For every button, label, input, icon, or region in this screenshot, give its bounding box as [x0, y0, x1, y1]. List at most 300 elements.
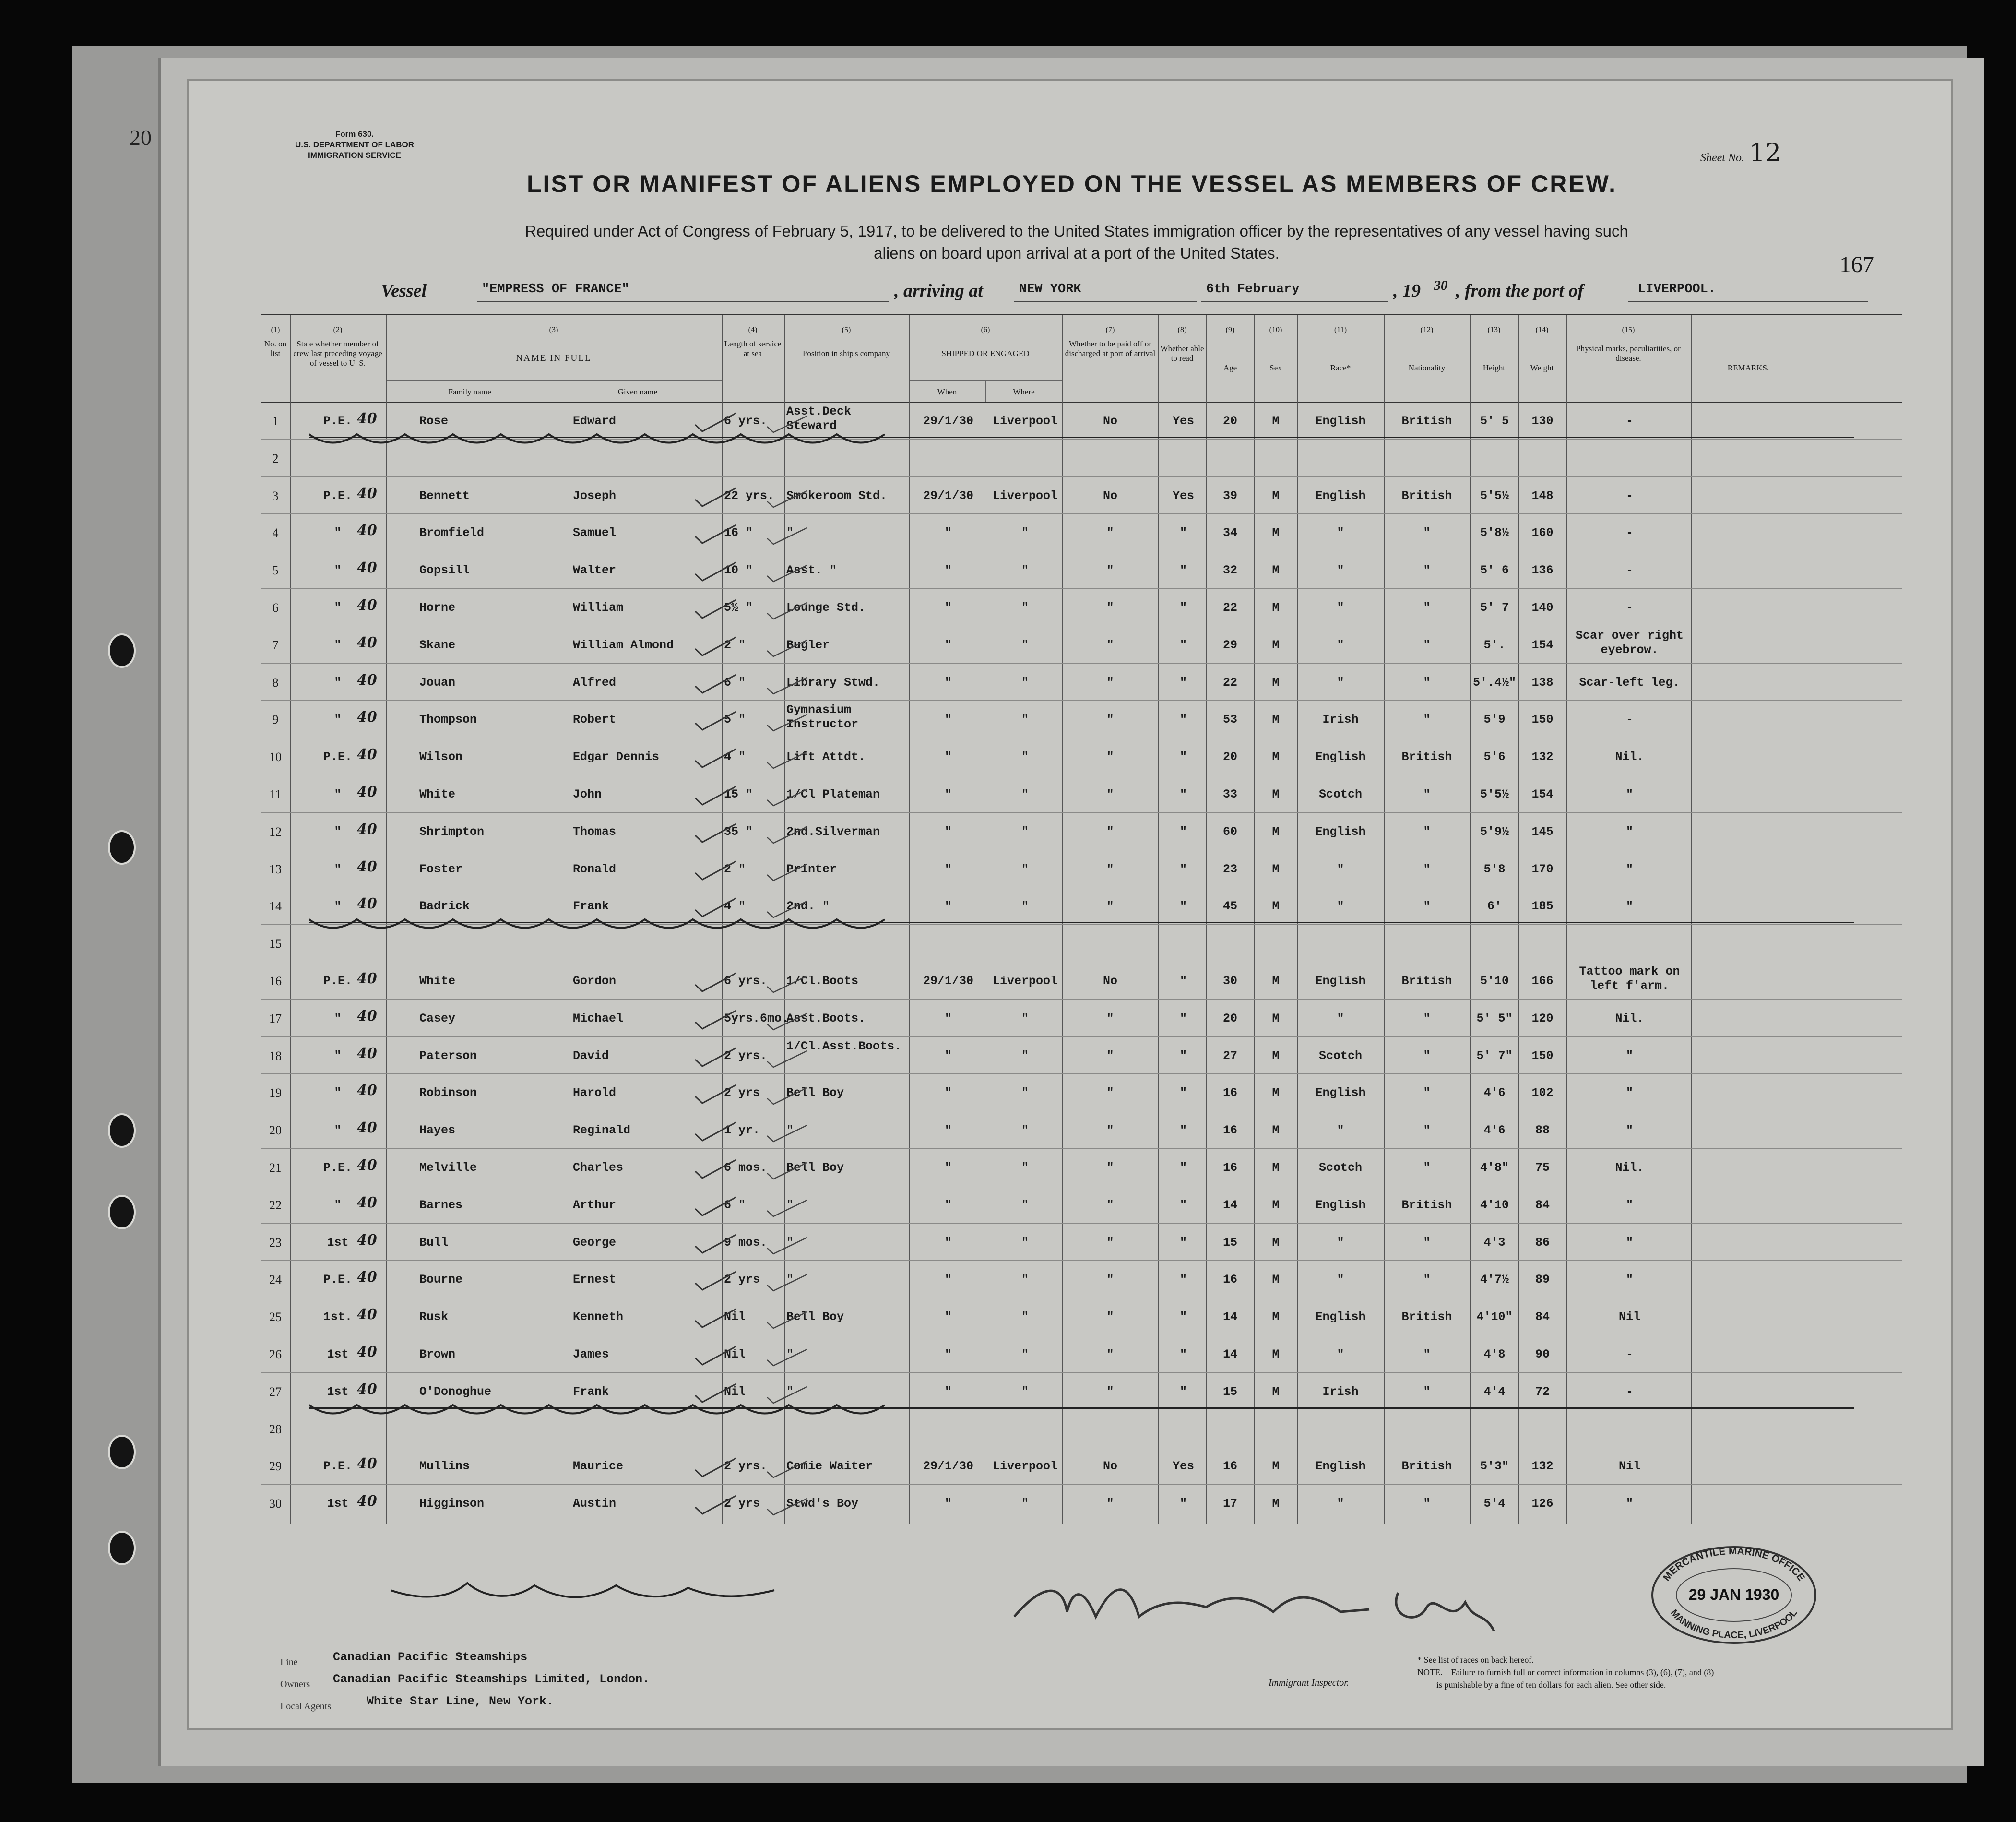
check-mark-icon	[693, 1046, 738, 1068]
cell-age: 16	[1222, 1086, 1237, 1100]
cell-pos: "	[786, 1347, 794, 1361]
cell-sex: M	[1272, 488, 1280, 503]
cell-fam: Higginson	[419, 1497, 485, 1511]
cell-no: 10	[269, 750, 282, 764]
table-row	[261, 1223, 1902, 1261]
page-subtitle	[357, 220, 1796, 264]
cell-fam: Gopsill	[419, 563, 470, 578]
handwritten-mark: 40	[357, 709, 377, 726]
cell-pos: Lounge Std.	[786, 601, 866, 615]
handwritten-mark: 40	[357, 746, 377, 763]
table-row	[261, 700, 1902, 738]
cell-nat: "	[1423, 1161, 1431, 1175]
cell-ht: 5'10	[1480, 974, 1509, 988]
cell-wt: 84	[1535, 1198, 1550, 1212]
cell-length: 5 "	[724, 713, 746, 727]
cell-pos: Bugler	[786, 638, 830, 652]
cell-pos: Lift Attdt.	[786, 750, 866, 764]
cell-sex: M	[1272, 1347, 1280, 1361]
cell-age: 20	[1222, 1011, 1237, 1025]
subtitle-line-2: aliens on board upon arrival at a port of the United States.	[874, 244, 1280, 262]
cell-age: 17	[1222, 1497, 1237, 1511]
cell-race: "	[1337, 1347, 1344, 1361]
bottom-scribble	[391, 1576, 822, 1605]
cell-paid: "	[1106, 1048, 1114, 1063]
cell-length: Nil	[724, 1384, 746, 1399]
check-mark-icon	[765, 487, 810, 509]
table-row	[261, 663, 1902, 701]
cell-ht: 5'3"	[1480, 1459, 1509, 1474]
cell-length: 9 mos.	[724, 1235, 768, 1250]
check-mark-icon	[765, 1159, 810, 1181]
punch-hole	[108, 633, 136, 668]
table-row	[261, 775, 1902, 813]
cell-no: 3	[272, 488, 279, 503]
cell-fam: Bennett	[419, 488, 470, 503]
cell-ht: 5' 7	[1480, 601, 1509, 615]
cell-race: Irish	[1322, 713, 1359, 727]
check-mark-icon	[693, 560, 738, 583]
note-fine: is punishable by a fine of ten dollars for each alien. See other side.	[1436, 1680, 1666, 1690]
cell-fam: O'Donoghue	[419, 1384, 492, 1399]
mercantile-marine-office-stamp	[1645, 1540, 1823, 1645]
margin-number: 20	[130, 125, 152, 150]
header-height: Height	[1482, 363, 1506, 372]
check-mark-icon	[693, 1494, 738, 1516]
check-mark-icon	[765, 524, 810, 546]
handwritten-mark: 40	[357, 1455, 377, 1473]
col-num-6: (6)	[981, 326, 990, 334]
handwritten-mark: 40	[357, 970, 377, 987]
table-row	[261, 1111, 1902, 1149]
cell-age: 14	[1222, 1310, 1237, 1324]
cell-paid: "	[1106, 1198, 1114, 1212]
cell-race: "	[1337, 1273, 1344, 1287]
cell-age: 15	[1222, 1235, 1237, 1250]
cell-pos: Library Stwd.	[786, 675, 880, 690]
inspector-signature	[1005, 1564, 1532, 1636]
cell-given: Joseph	[573, 488, 617, 503]
cell-nat: British	[1401, 488, 1452, 503]
cell-no: 29	[269, 1459, 282, 1474]
rule	[1014, 301, 1197, 302]
cell-length: 6 "	[724, 675, 746, 690]
cell-age: 39	[1222, 488, 1237, 503]
cell-nat: "	[1423, 638, 1431, 652]
header-when: When	[937, 387, 957, 396]
cell-race: English	[1315, 1459, 1366, 1474]
check-mark-icon	[765, 1308, 810, 1330]
cell-length: 4 "	[724, 750, 746, 764]
col-num-9: (9)	[1225, 326, 1235, 334]
cell-paid: "	[1106, 862, 1114, 876]
cell-length: 5½ "	[724, 601, 753, 615]
check-mark-icon	[693, 747, 738, 769]
cell-given: Alfred	[573, 675, 617, 690]
cell-state: "	[334, 824, 342, 839]
cell-no: 25	[269, 1310, 282, 1324]
cell-state: "	[334, 1123, 342, 1138]
cell-phys: "	[1625, 862, 1633, 876]
cell-no: 9	[272, 713, 279, 727]
cell-race: Scotch	[1318, 1048, 1362, 1063]
cell-pos: 1/Cl.Asst.Boots.	[786, 1039, 902, 1053]
cell-length: 6 "	[724, 1198, 746, 1212]
cell-when: "	[944, 526, 952, 540]
cell-pos: Stwd's Boy	[786, 1497, 859, 1511]
cell-when: "	[944, 1198, 952, 1212]
handwritten-mark: 40	[357, 1381, 377, 1398]
handwritten-mark: 40	[357, 1157, 377, 1174]
cell-paid: "	[1106, 1086, 1114, 1100]
cell-pos: "	[786, 1198, 794, 1212]
cell-read: "	[1179, 1086, 1187, 1100]
cell-where: "	[1021, 1011, 1029, 1025]
cell-state: 1st	[327, 1497, 349, 1511]
cell-nat: "	[1423, 1011, 1431, 1025]
cell-nat: "	[1423, 899, 1431, 914]
cell-when: "	[944, 862, 952, 876]
check-mark-icon	[765, 748, 810, 770]
cell-state: P.E.	[323, 488, 352, 503]
cell-paid: "	[1106, 787, 1114, 801]
table-row	[261, 588, 1902, 626]
cell-no: 21	[269, 1161, 282, 1175]
cell-no: 6	[272, 601, 279, 615]
cell-ht: 5'8	[1483, 862, 1506, 876]
cell-when: "	[944, 563, 952, 578]
cell-pos: Bell Boy	[786, 1161, 844, 1175]
handwritten-mark: 40	[357, 1045, 377, 1062]
footer-agents-value: White Star Line, New York.	[367, 1694, 554, 1708]
cell-read: "	[1179, 862, 1187, 876]
cell-no: 28	[269, 1422, 282, 1436]
cell-phys: -	[1625, 1347, 1633, 1361]
cell-ht: 5' 5	[1480, 414, 1509, 428]
table-row	[261, 551, 1902, 589]
col-num-10: (10)	[1269, 326, 1282, 334]
punch-hole	[108, 1435, 136, 1469]
table-row	[261, 1335, 1902, 1373]
cell-given: Reginald	[573, 1123, 631, 1138]
cell-phys: -	[1625, 526, 1633, 540]
cell-wt: 88	[1535, 1123, 1550, 1138]
check-mark-icon	[693, 1307, 738, 1329]
table-header	[261, 315, 1902, 403]
cell-paid: "	[1106, 601, 1114, 615]
cell-nat: "	[1423, 1048, 1431, 1063]
cell-when: "	[944, 750, 952, 764]
cell-paid: "	[1106, 1011, 1114, 1025]
handwritten-mark: 40	[357, 1231, 377, 1249]
cell-given: Charles	[573, 1161, 624, 1175]
cell-where: "	[1021, 1161, 1029, 1175]
cell-sex: M	[1272, 974, 1280, 988]
cell-nat: "	[1423, 824, 1431, 839]
cell-wt: 166	[1531, 974, 1554, 988]
check-mark-icon	[765, 972, 810, 994]
cell-sex: M	[1272, 1048, 1280, 1063]
table-row	[261, 962, 1902, 1000]
cell-age: 32	[1222, 563, 1237, 578]
cell-paid: "	[1106, 713, 1114, 727]
cell-no: 1	[272, 414, 279, 428]
cell-wt: 120	[1531, 1011, 1554, 1025]
cell-race: English	[1315, 488, 1366, 503]
cell-race: "	[1337, 1235, 1344, 1250]
cell-pos: "	[786, 526, 794, 540]
cell-race: "	[1337, 638, 1344, 652]
table-row	[261, 1484, 1902, 1522]
check-mark-icon	[765, 1495, 810, 1517]
sheet-number-label: Sheet No.	[1700, 152, 1744, 164]
col-num-1: (1)	[271, 326, 280, 334]
handwritten-mark: 40	[357, 895, 377, 913]
cell-wt: 138	[1531, 675, 1554, 690]
struck-out-row-mark	[309, 910, 885, 939]
cell-race: English	[1315, 824, 1366, 839]
from-label: , from the port of	[1456, 281, 1584, 301]
cell-sex: M	[1272, 1459, 1280, 1474]
cell-read: "	[1179, 638, 1187, 652]
cell-race: "	[1337, 675, 1344, 690]
cell-wt: 72	[1535, 1384, 1550, 1399]
cell-where: "	[1021, 1198, 1029, 1212]
cell-wt: 160	[1531, 526, 1554, 540]
cell-paid: "	[1106, 1347, 1114, 1361]
cell-sex: M	[1272, 1310, 1280, 1324]
cell-state: "	[334, 563, 342, 578]
cell-phys: Nil.	[1615, 1011, 1644, 1025]
cell-wt: 170	[1531, 862, 1554, 876]
cell-paid: "	[1106, 563, 1114, 578]
cell-phys: "	[1625, 1198, 1633, 1212]
cell-nat: "	[1423, 1235, 1431, 1250]
cell-fam: White	[419, 974, 456, 988]
cell-where: "	[1021, 1086, 1029, 1100]
check-mark-icon	[693, 1009, 738, 1031]
cell-state: "	[334, 601, 342, 615]
cell-no: 17	[269, 1011, 282, 1025]
cell-nat: "	[1423, 862, 1431, 876]
footer-notes	[1417, 1654, 1811, 1691]
cell-read: "	[1179, 1161, 1187, 1175]
cell-read: Yes	[1172, 488, 1194, 503]
page-number: 167	[1839, 252, 1874, 277]
check-mark-icon	[693, 859, 738, 881]
cell-race: English	[1315, 1086, 1366, 1100]
cell-phys: "	[1625, 1273, 1633, 1287]
table-row	[261, 1298, 1902, 1335]
cell-nat: "	[1423, 526, 1431, 540]
cell-pos: 1/Cl.Boots	[786, 974, 859, 988]
arriving-label: , arriving at	[894, 281, 983, 301]
check-mark-icon	[693, 1158, 738, 1180]
cell-no: 5	[272, 563, 279, 578]
cell-no: 2	[272, 451, 279, 465]
cell-where: "	[1021, 1347, 1029, 1361]
cell-fam: Barnes	[419, 1198, 463, 1212]
year-suffix: 30	[1434, 278, 1447, 293]
cell-given: David	[573, 1048, 609, 1063]
manifest-sheet	[187, 79, 1953, 1730]
cell-ht: 5'5½	[1480, 488, 1509, 503]
header-sex: Sex	[1269, 363, 1282, 372]
cell-race: Irish	[1322, 1384, 1359, 1399]
cell-when: "	[944, 899, 952, 914]
cell-age: 60	[1222, 824, 1237, 839]
cell-given: John	[573, 787, 602, 801]
header-family-name: Family name	[448, 387, 491, 396]
cell-paid: "	[1106, 1384, 1114, 1399]
cell-age: 30	[1222, 974, 1237, 988]
cell-fam: Skane	[419, 638, 456, 652]
header-given-name: Given name	[617, 387, 658, 396]
cell-where: "	[1021, 899, 1029, 914]
cell-sex: M	[1272, 899, 1280, 914]
cell-ht: 5'5½	[1480, 787, 1509, 801]
cell-sex: M	[1272, 526, 1280, 540]
cell-phys: -	[1625, 1384, 1633, 1399]
cell-age: 34	[1222, 526, 1237, 540]
cell-no: 14	[269, 899, 282, 914]
cell-state: "	[334, 899, 342, 914]
check-mark-icon	[765, 823, 810, 845]
cell-where: "	[1021, 1048, 1029, 1063]
cell-fam: Bourne	[419, 1273, 463, 1287]
cell-phys: "	[1625, 1086, 1633, 1100]
check-mark-icon	[693, 1195, 738, 1217]
cell-race: English	[1315, 750, 1366, 764]
check-mark-icon	[765, 1346, 810, 1368]
cell-where: "	[1021, 1384, 1029, 1399]
cell-when: "	[944, 1235, 952, 1250]
cell-paid: "	[1106, 750, 1114, 764]
cell-state: P.E.	[323, 750, 352, 764]
cell-given: Arthur	[573, 1198, 617, 1212]
header-where: Where	[1013, 387, 1035, 396]
cell-race: "	[1337, 1123, 1344, 1138]
cell-when: 29/1/30	[923, 488, 974, 503]
cell-ht: 4'8	[1483, 1347, 1506, 1361]
cell-age: 16	[1222, 1161, 1237, 1175]
cell-fam: Horne	[419, 601, 456, 615]
cell-state: P.E.	[323, 414, 352, 428]
handwritten-mark: 40	[357, 858, 377, 875]
cell-paid: "	[1106, 675, 1114, 690]
cell-length: 2 yrs	[724, 1273, 760, 1287]
cell-state: "	[334, 862, 342, 876]
cell-race: "	[1337, 526, 1344, 540]
cell-wt: 75	[1535, 1161, 1550, 1175]
check-mark-icon	[765, 561, 810, 584]
cell-no: 16	[269, 974, 282, 988]
cell-wt: 150	[1531, 713, 1554, 727]
cell-nat: "	[1423, 713, 1431, 727]
cell-length: 4 "	[724, 899, 746, 914]
handwritten-mark: 40	[357, 1119, 377, 1137]
handwritten-mark: 40	[357, 671, 377, 689]
cell-read: "	[1179, 526, 1187, 540]
cell-pos: "	[786, 1384, 794, 1399]
check-mark-icon	[765, 1457, 810, 1479]
cell-given: Frank	[573, 1384, 609, 1399]
table-row	[261, 999, 1902, 1037]
header-age: Age	[1223, 363, 1237, 372]
footer-owners-label: Owners	[280, 1679, 310, 1690]
cell-fam: Rusk	[419, 1310, 449, 1324]
punch-hole	[108, 1113, 136, 1148]
cell-given: Robert	[573, 713, 617, 727]
stamp-date: 29 JAN 1930	[1688, 1586, 1779, 1603]
cell-fam: Wilson	[419, 750, 463, 764]
cell-phys: Nil	[1618, 1310, 1640, 1324]
col-num-12: (12)	[1420, 326, 1434, 334]
check-mark-icon	[693, 1345, 738, 1367]
check-mark-icon	[765, 1010, 810, 1032]
cell-sex: M	[1272, 563, 1280, 578]
manifest-table	[261, 314, 1902, 1524]
cell-age: 29	[1222, 638, 1237, 652]
cell-phys: Tattoo mark on left f'arm.	[1579, 965, 1680, 993]
cell-state: "	[334, 1048, 342, 1063]
handwritten-mark: 40	[357, 560, 377, 577]
check-mark-icon	[693, 1456, 738, 1478]
table-row	[261, 626, 1902, 664]
cell-pos: Asst.Deck Steward	[786, 405, 852, 433]
cell-wt: 86	[1535, 1235, 1550, 1250]
arrival-date: 6th February	[1206, 282, 1300, 297]
cell-state: "	[334, 713, 342, 727]
from-port: LIVERPOOL.	[1638, 282, 1716, 297]
cell-fam: Foster	[419, 862, 463, 876]
cell-wt: 90	[1535, 1347, 1550, 1361]
cell-ht: 5'4	[1483, 1497, 1506, 1511]
cell-when: "	[944, 1310, 952, 1324]
cell-given: William Almond	[573, 638, 674, 652]
cell-length: Nil	[724, 1347, 746, 1361]
arrival-port: NEW YORK	[1019, 282, 1081, 297]
svg-text:MERCANTILE MARINE OFFICE	[1661, 1546, 1807, 1583]
cell-when: "	[944, 713, 952, 727]
table-row	[261, 513, 1902, 551]
form-department: U.S. DEPARTMENT OF LABOR	[295, 140, 415, 149]
cell-ht: 4'10	[1480, 1198, 1509, 1212]
cell-fam: Brown	[419, 1347, 456, 1361]
check-mark-icon	[765, 711, 810, 733]
cell-fam: Paterson	[419, 1048, 477, 1063]
cell-age: 45	[1222, 899, 1237, 914]
cell-length: 2 "	[724, 862, 746, 876]
cell-race: Scotch	[1318, 1161, 1362, 1175]
check-mark-icon	[693, 523, 738, 545]
cell-wt: 130	[1531, 414, 1554, 428]
cell-age: 20	[1222, 750, 1237, 764]
cell-race: "	[1337, 563, 1344, 578]
vessel-line	[381, 280, 1820, 309]
cell-read: "	[1179, 1384, 1187, 1399]
cell-race: English	[1315, 1198, 1366, 1212]
cell-when: "	[944, 638, 952, 652]
cell-sex: M	[1272, 1384, 1280, 1399]
cell-state: "	[334, 526, 342, 540]
table-row	[261, 812, 1902, 850]
handwritten-mark: 40	[357, 1344, 377, 1360]
cell-where: "	[1021, 787, 1029, 801]
footer-agents-row	[280, 1694, 904, 1716]
handwritten-mark: 40	[357, 1493, 377, 1510]
cell-race: Scotch	[1318, 787, 1362, 801]
